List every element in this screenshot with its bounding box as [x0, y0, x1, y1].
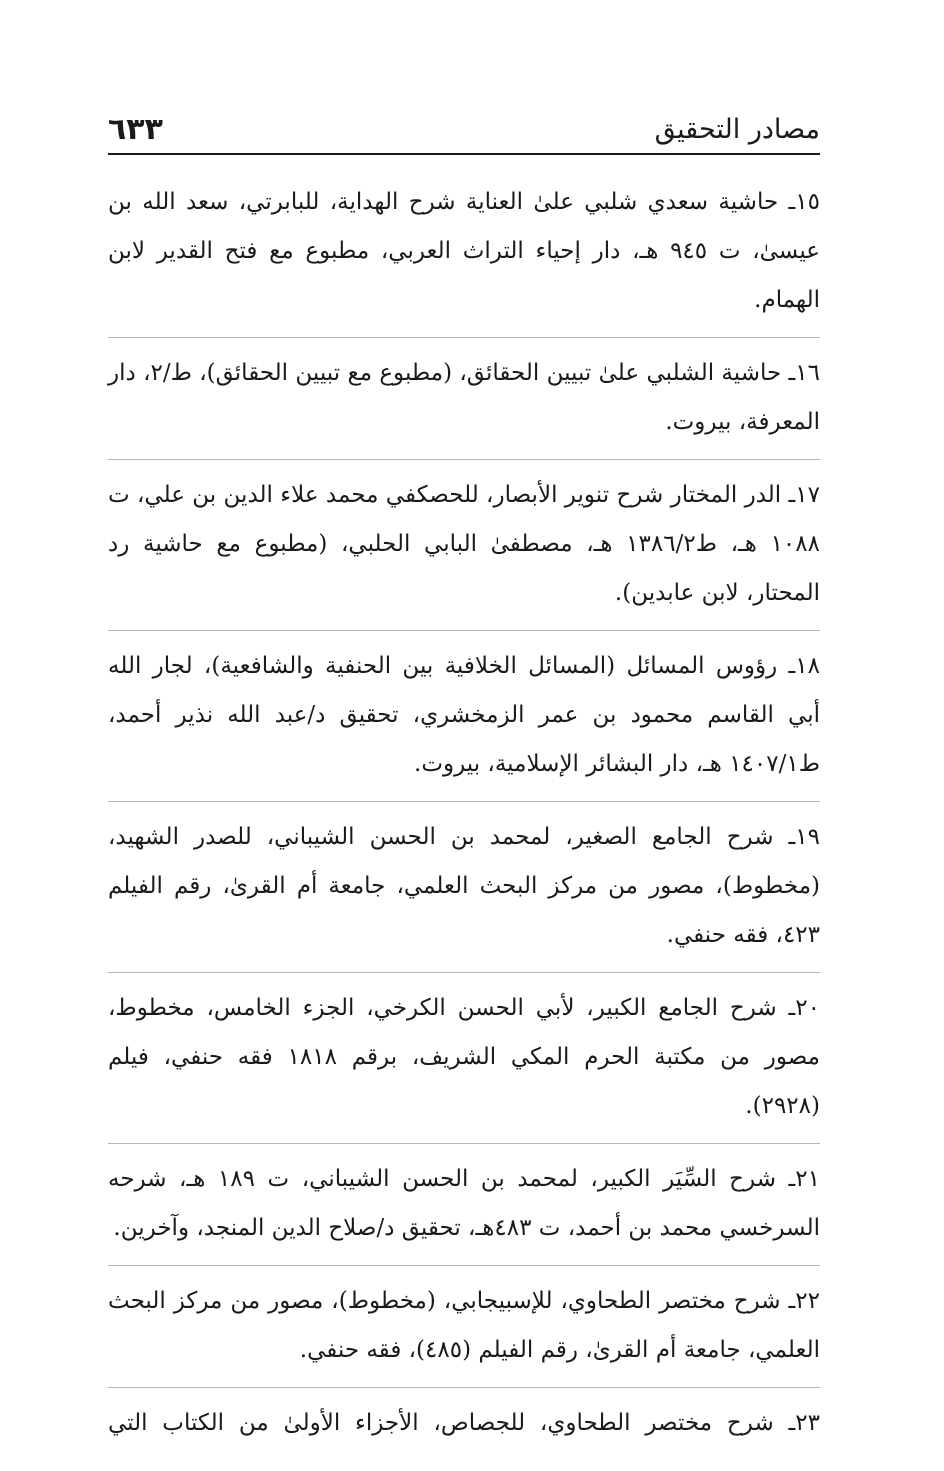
entry-number: ١٩ـ	[788, 824, 821, 850]
entry-text: شرح الجامع الكبير، لأبي الحسن الكرخي، الجزء الخامس، مخطوط، مصور من مكتبة الحرم المكي الشريف، برقم ١٨١٨ فقه حنفي، فيلم (٢٩٢٨).	[108, 995, 820, 1119]
reference-entry	[108, 178, 820, 338]
reference-entry	[108, 984, 820, 1144]
references-list	[108, 178, 820, 1471]
reference-entry	[108, 642, 820, 802]
entry-text: حاشية سعدي شلبي علىٰ العناية شرح الهداية، للبابرتي، سعد الله بن عيسىٰ، ت ٩٤٥ هـ، دار إحياء التراث العربي، مطبوع مع فتح القدير لابن الهمام.	[108, 189, 820, 313]
entry-text: شرح مختصر الطحاوي، للإسبيجابي، (مخطوط)، مصور من مركز البحث العلمي، جامعة أم القرىٰ، رقم الفيلم (٤٨٥)، فقه حنفي.	[108, 1288, 820, 1363]
page-header	[108, 108, 820, 152]
reference-entry	[108, 471, 820, 631]
entry-text: شرح السِّيَر الكبير، لمحمد بن الحسن الشيباني، ت ١٨٩ هـ، شرحه السرخسي محمد بن أحمد، ت ٤٨٣هـ، تحقيق د/صلاح الدين المنجد، وآخرين.	[108, 1166, 820, 1241]
entry-number: ١٥ـ	[788, 189, 821, 215]
entry-number: ١٨ـ	[788, 653, 820, 679]
reference-entry	[108, 349, 820, 460]
page-number: ٦٣٣	[108, 112, 163, 147]
entry-number: ١٦ـ	[788, 360, 820, 386]
entry-text: الدر المختار شرح تنوير الأبصار، للحصكفي محمد علاء الدين بن علي، ت ١٠٨٨ هـ، ط١٣٨٦/٢ هـ، مصطفىٰ البابي الحلبي، (مطبوع مع حاشية رد المحتار، لابن عابدين).	[108, 482, 820, 606]
entry-number: ٢٠ـ	[788, 995, 820, 1021]
entry-text: حاشية الشلبي علىٰ تبيين الحقائق، (مطبوع مع تبيين الحقائق)، ط/٢، دار المعرفة، بيروت.	[108, 360, 820, 435]
reference-entry	[108, 813, 820, 973]
entry-number: ١٧ـ	[788, 482, 820, 508]
reference-entry	[108, 1399, 820, 1460]
entry-number: ٢١ـ	[788, 1166, 821, 1192]
entry-number: ٢٢ـ	[788, 1288, 821, 1314]
reference-entry	[108, 1277, 820, 1388]
header-rule	[108, 153, 820, 155]
entry-text: رؤوس المسائل (المسائل الخلافية بين الحنفية والشافعية)، لجار الله أبي القاسم محمود بن عمر الزمخشري، تحقيق د/عبد الله نذير أحمد، ط١٤٠٧/١ هـ، دار البشائر الإسلامية، بيروت.	[108, 653, 820, 777]
reference-entry	[108, 1155, 820, 1266]
entry-text: شرح مختصر الطحاوي، للجصاص، الأجزاء الأولىٰ من الكتاب التي	[108, 1410, 774, 1436]
entry-text: شرح الجامع الصغير، لمحمد بن الحسن الشيباني، للصدر الشهيد، (مخطوط)، مصور من مركز البحث العلمي، جامعة أم القرىٰ، رقم الفيلم ٤٢٣، فقه حنفي.	[108, 824, 820, 948]
running-title: مصادر التحقيق	[654, 114, 820, 145]
entry-number: ٢٣ـ	[788, 1410, 821, 1436]
